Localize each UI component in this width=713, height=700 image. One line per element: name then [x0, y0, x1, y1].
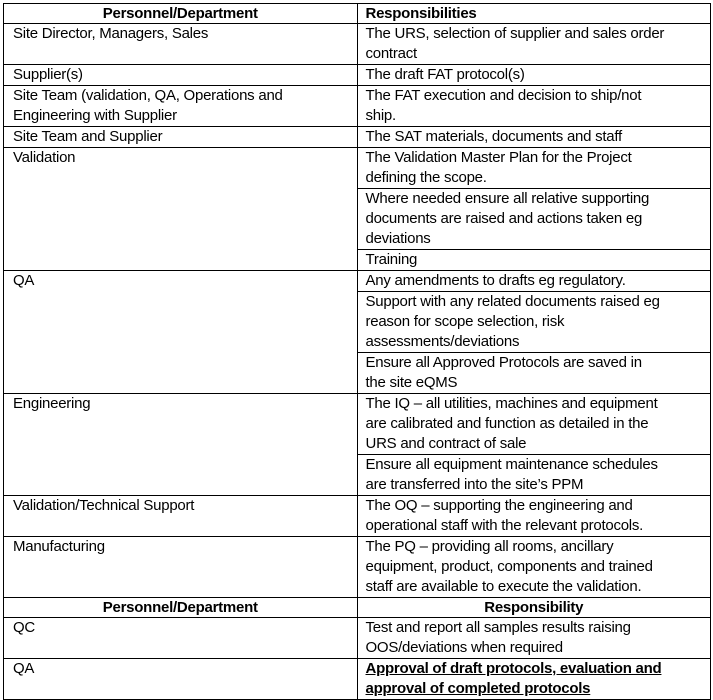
- department-cell: Site Director, Managers, Sales: [4, 24, 358, 65]
- table-row: [4, 271, 711, 292]
- table-row: [4, 394, 711, 455]
- table-row: [4, 659, 711, 700]
- department-cell: Validation: [4, 148, 358, 271]
- responsibility-cell: The URS, selection of supplier and sales order contract: [357, 24, 711, 65]
- responsibility-cell: Ensure all equipment maintenance schedules are transferred into the site’s PPM: [357, 455, 711, 496]
- responsibility-cell: The Validation Master Plan for the Project defining the scope.: [357, 148, 711, 189]
- responsibility-cell: Support with any related documents raised eg reason for scope selection, risk assessments/deviations: [357, 292, 711, 353]
- responsibility-cell: Training: [357, 250, 711, 271]
- responsibility-cell: The IQ – all utilities, machines and equipment are calibrated and function as detailed in the URS and contract of sale: [357, 394, 711, 455]
- header-row-2: [4, 598, 711, 618]
- table-row: [4, 496, 711, 537]
- department-cell: QA: [4, 271, 358, 394]
- header-row: [4, 4, 711, 24]
- table-row: [4, 127, 711, 148]
- responsibility-cell: Approval of draft protocols, evaluation and approval of completed protocols: [357, 659, 711, 700]
- department-cell: QC: [4, 618, 358, 659]
- responsibility-cell: The FAT execution and decision to ship/not ship.: [357, 86, 711, 127]
- responsibility-cell: Any amendments to drafts eg regulatory.: [357, 271, 711, 292]
- table-row: [4, 65, 711, 86]
- responsibility-cell: The draft FAT protocol(s): [357, 65, 711, 86]
- responsibility-cell: The SAT materials, documents and staff: [357, 127, 711, 148]
- table-row: [4, 86, 711, 127]
- department-cell: Site Team and Supplier: [4, 127, 358, 148]
- responsibility-cell: The PQ – providing all rooms, ancillary equipment, product, components and trained staff are available to execute the validation.: [357, 537, 711, 598]
- department-cell: Supplier(s): [4, 65, 358, 86]
- responsibility-cell: Test and report all samples results raising OOS/deviations when required: [357, 618, 711, 659]
- column-header-department: Personnel/Department: [4, 4, 358, 24]
- responsibilities-table: [3, 3, 711, 700]
- responsibility-cell: Ensure all Approved Protocols are saved in the site eQMS: [357, 353, 711, 394]
- table-row: [4, 537, 711, 598]
- department-cell: Validation/Technical Support: [4, 496, 358, 537]
- table-row: [4, 24, 711, 65]
- department-cell: Site Team (validation, QA, Operations and Engineering with Supplier: [4, 86, 358, 127]
- department-cell: QA: [4, 659, 358, 700]
- responsibility-cell: The OQ – supporting the engineering and operational staff with the relevant protocols.: [357, 496, 711, 537]
- table-row: [4, 618, 711, 659]
- table-row: [4, 148, 711, 189]
- column-header-department: Personnel/Department: [4, 598, 358, 618]
- column-header-responsibilities: Responsibilities: [357, 4, 711, 24]
- column-header-responsibility: Responsibility: [357, 598, 711, 618]
- department-cell: Manufacturing: [4, 537, 358, 598]
- responsibility-cell: Where needed ensure all relative supporting documents are raised and actions taken eg deviations: [357, 189, 711, 250]
- department-cell: Engineering: [4, 394, 358, 496]
